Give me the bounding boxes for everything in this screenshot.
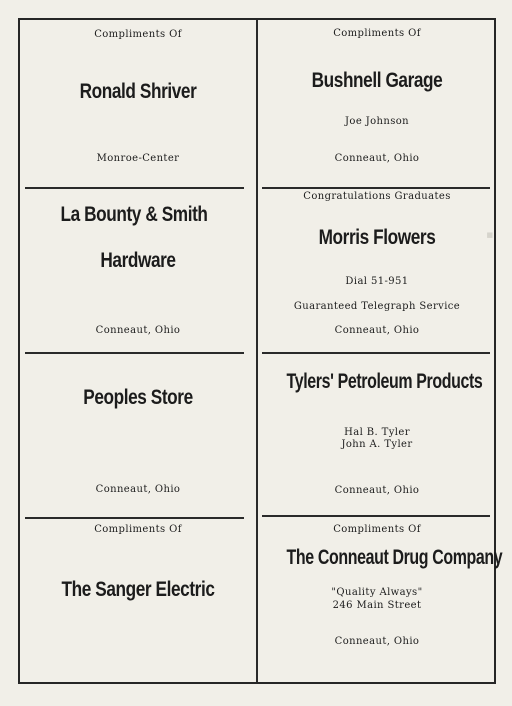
ad-ronald-shriver	[20, 20, 256, 187]
ad-conneaut-drug	[258, 516, 503, 682]
ad-location: Conneaut, Ohio	[95, 484, 181, 495]
contact-name: Joe Johnson	[344, 116, 410, 127]
ad-header: Compliments Of	[94, 524, 182, 535]
business-name: Tylers' Petroleum Products	[286, 370, 483, 393]
street-address: 246 Main Street	[332, 600, 422, 611]
ad-bushnell-garage	[258, 20, 496, 187]
ad-header: Congratulations Graduates	[303, 191, 451, 202]
slogan: "Quality Always"	[331, 587, 423, 598]
business-name: The Sanger Electric	[61, 578, 215, 601]
ad-location: Conneaut, Ohio	[334, 485, 420, 496]
business-name: Morris Flowers	[318, 226, 436, 249]
ad-header: Compliments Of	[333, 28, 421, 39]
ad-location: Conneaut, Ohio	[95, 325, 181, 336]
business-name: La Bounty & Smith	[60, 203, 208, 226]
ad-header: Compliments Of	[94, 29, 182, 40]
business-name: The Conneaut Drug Company	[286, 546, 503, 569]
ad-header: Compliments Of	[333, 524, 421, 535]
ad-la-bounty-smith	[20, 188, 256, 352]
ad-peoples-store	[20, 353, 256, 517]
business-name-line2: Hardware	[100, 249, 176, 272]
ad-location: Conneaut, Ohio	[334, 636, 420, 647]
service-note: Guaranteed Telegraph Service	[293, 301, 461, 312]
phone-number: Dial 51-951	[345, 276, 409, 287]
ad-morris-flowers	[258, 188, 496, 352]
business-name: Ronald Shriver	[79, 80, 197, 103]
ad-location: Monroe-Center	[96, 153, 180, 164]
ad-location: Conneaut, Ohio	[334, 325, 420, 336]
ad-location: Conneaut, Ohio	[334, 153, 420, 164]
ad-tylers-petroleum	[258, 353, 496, 515]
business-name: Peoples Store	[83, 386, 193, 409]
scan-mark: ▪	[486, 222, 494, 247]
business-name: Bushnell Garage	[311, 69, 443, 92]
contact-name: John A. Tyler	[341, 439, 413, 450]
ad-sanger-electric	[20, 518, 256, 682]
contact-name: Hal B. Tyler	[344, 427, 410, 438]
